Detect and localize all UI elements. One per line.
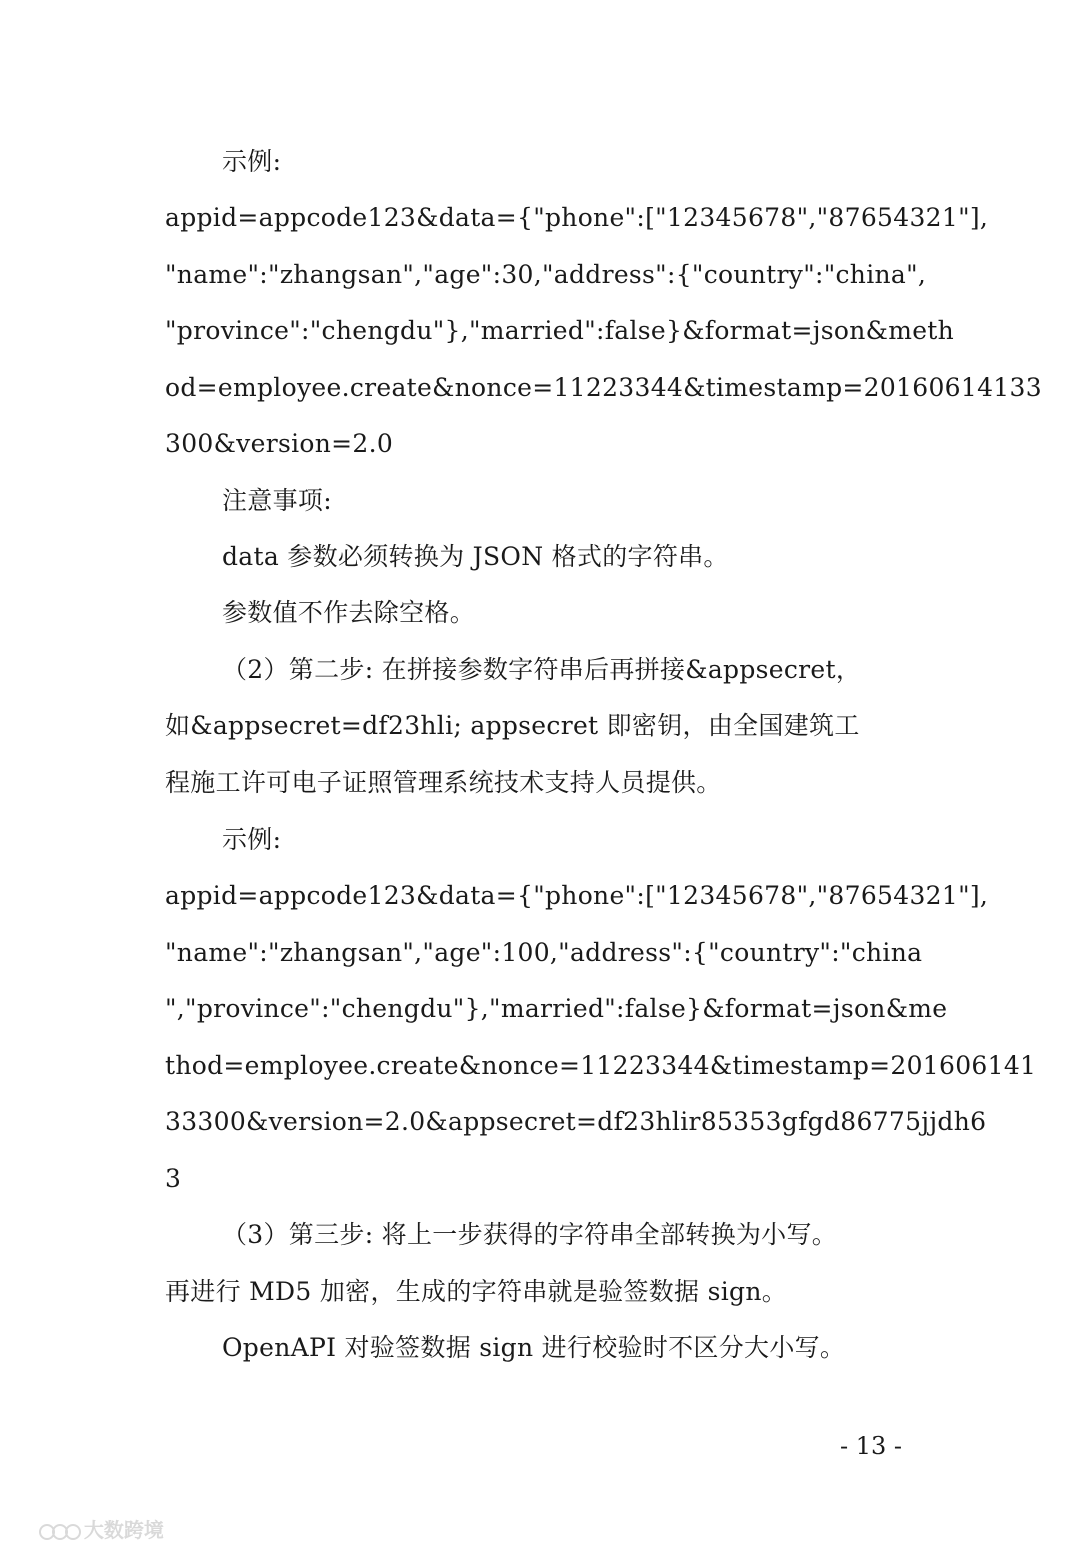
example-heading-2: 示例: (222, 825, 282, 854)
code-line: "province":"chengdu"},"married":false}&format=json&meth (165, 316, 955, 345)
code-line: thod=employee.create&nonce=11223344&timestamp=201606141 (165, 1051, 1037, 1080)
note-item: data 参数必须转换为 JSON 格式的字符串。 (222, 542, 729, 571)
step3-line: （3）第三步: 将上一步获得的字符串全部转换为小写。 (222, 1220, 838, 1249)
code-line: 3 (165, 1164, 182, 1193)
code-line: 300&version=2.0 (165, 429, 394, 458)
code-line: 33300&version=2.0&appsecret=df23hlir85353gfgd86775jjdh6 (165, 1107, 987, 1136)
watermark (10, 1490, 164, 1567)
code-line: "name":"zhangsan","age":30,"address":{"country":"china", (165, 260, 927, 289)
step2-line: 如&appsecret=df23hli; appsecret 即密钥，由全国建筑工 (165, 711, 860, 740)
code-line: ","province":"chengdu"},"married":false}&format=json&me (165, 994, 948, 1023)
watermark-logo-icon (38, 1521, 82, 1543)
step2-line: （2）第二步: 在拼接参数字符串后再拼接&appsecret， (222, 655, 862, 684)
step3-note: OpenAPI 对验签数据 sign 进行校验时不区分大小写。 (222, 1333, 846, 1362)
example-heading-1: 示例: (222, 147, 282, 176)
step3-line: 再进行 MD5 加密，生成的字符串就是验签数据 sign。 (165, 1277, 788, 1306)
step2-line: 程施工许可电子证照管理系统技术支持人员提供。 (165, 768, 722, 797)
page-number: - 13 - (840, 1432, 903, 1460)
code-line: appid=appcode123&data={"phone":["12345678","87654321"], (165, 203, 989, 232)
code-line: "name":"zhangsan","age":100,"address":{"country":"china (165, 938, 923, 967)
code-line: od=employee.create&nonce=11223344&timestamp=20160614133 (165, 373, 1042, 402)
notes-heading: 注意事项: (222, 486, 332, 515)
watermark-text: 大数跨境 (83, 1518, 164, 1542)
code-line: appid=appcode123&data={"phone":["12345678","87654321"], (165, 881, 989, 910)
note-item: 参数值不作去除空格。 (222, 598, 476, 627)
